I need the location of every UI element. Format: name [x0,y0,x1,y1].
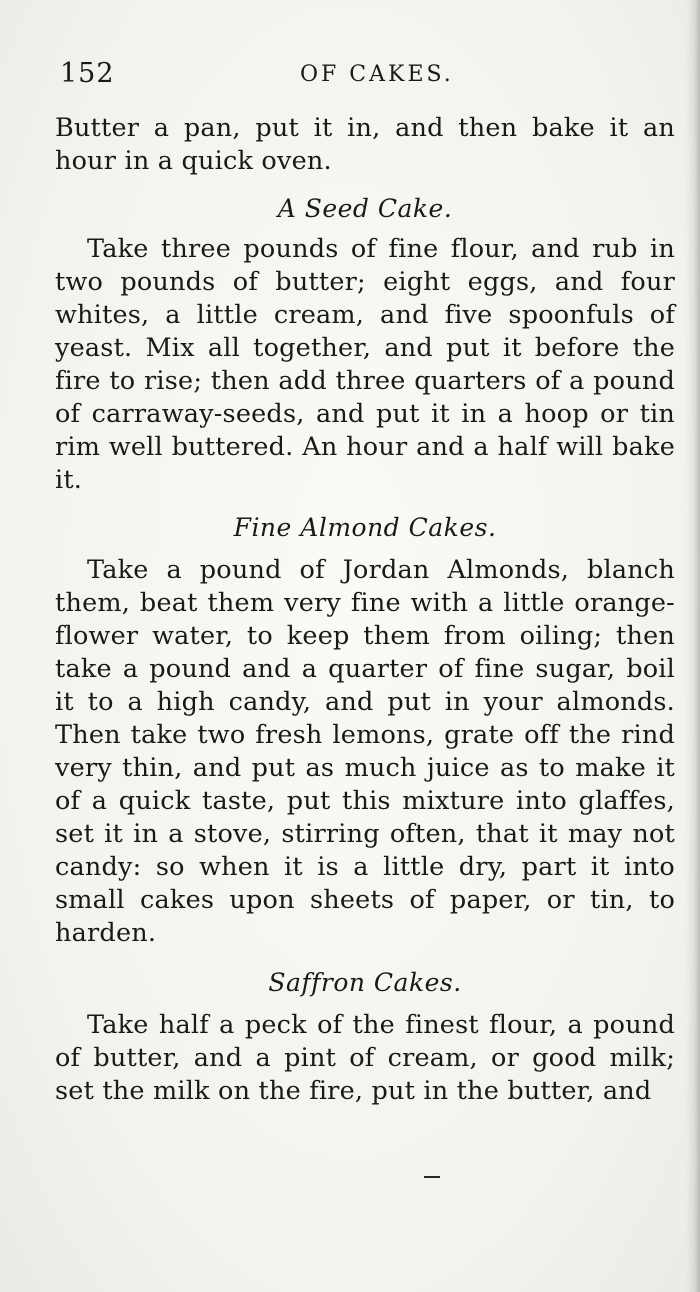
page-number: 152 [60,58,115,89]
recipe-title-seed-cake: A Seed Cake. [277,194,453,223]
recipe-text-seed-cake: Take three pounds of fine flour, and rub in two pounds of butter; eight eggs, and four whites, a little cream, and five spoonfuls of yeast. Mix all together, and put it before the fire to rise; then add three quarters of a pound of carraway-seeds, and put it in a hoop or tin rim well buttered. An hour and a half will bake it. [55,234,675,495]
page-gutter-shadow [686,0,700,1292]
catchword-mark [424,1176,440,1178]
recipe-title-saffron-cakes: Saffron Cakes. [268,968,462,997]
page-body [55,112,675,1108]
running-head: OF CAKES. [300,62,454,87]
recipe-title-almond-cakes: Fine Almond Cakes. [233,513,497,542]
recipe-text-almond-cakes: Take a pound of Jordan Almonds, blanch them, beat them very fine with a little orange-flower water, to keep them from oiling; then take a pound and a quarter of fine sugar, boil it to a high candy, and put in your almonds. Then take two fresh lemons, grate off the rind very thin, and put as much juice as to make it of a quick taste, put this mixture into glaffes, set it in a stove, stirring often, that it may not candy: so when it is a little dry, part it into small cakes upon sheets of paper, or tin, to harden. [55,555,675,948]
continued-paragraph: Butter a pan, put it in, and then bake it an hour in a quick oven. [55,113,675,176]
page-header [60,58,670,94]
recipe-text-saffron-cakes: Take half a peck of the finest flour, a pound of butter, and a pint of cream, or good milk; set the milk on the fire, put in the butter, and [55,1010,675,1106]
